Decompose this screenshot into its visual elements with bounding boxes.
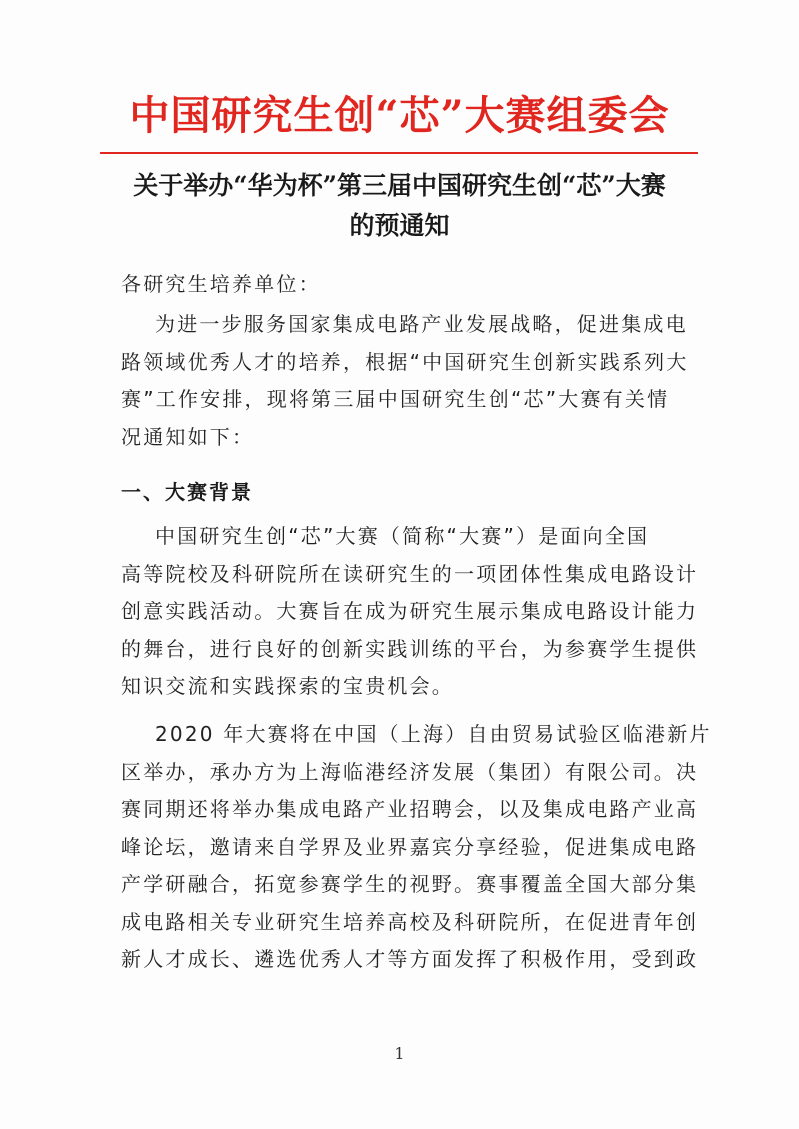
paragraph-line: 赛同期还将举办集成电路产业招聘会，以及集成电路产业高 xyxy=(121,797,699,821)
notice-title-line-2: 的预通知 xyxy=(349,211,450,240)
section-heading-background: 一、大赛背景 xyxy=(121,480,253,504)
letterhead-red-rule xyxy=(100,152,698,154)
paragraph-line: 产学研融合，拓宽参赛学生的视野。赛事覆盖全国大部分集 xyxy=(121,872,699,896)
page-number: 1 xyxy=(394,1044,405,1063)
paragraph-line: 中国研究生创“芯”大赛（简称“大赛”）是面向全国 xyxy=(155,524,650,548)
paragraph-line: 知识交流和实践探索的宝贵机会。 xyxy=(121,674,454,698)
paragraph-line: 高等院校及科研院所在读研究生的一项团体性集成电路设计 xyxy=(121,561,699,586)
paragraph-line: 为进一步服务国家集成电路产业发展战略，促进集成电 xyxy=(155,312,688,336)
paragraph-background xyxy=(121,518,699,706)
paragraph-line: 创意实践活动。大赛旨在成为研究生展示集成电路设计能力 xyxy=(121,599,699,623)
paragraph-line: 赛”工作安排，现将第三届中国研究生创“芯”大赛有关情 xyxy=(121,387,670,411)
paragraph-line: 路领域优秀人才的培养，根据“中国研究生创新实践系列大 xyxy=(121,349,689,374)
paragraph-line: 成电路相关专业研究生培养高校及科研院所，在促进青年创 xyxy=(121,909,699,934)
paragraph-line: 况通知如下： xyxy=(121,424,255,449)
paragraph-line: 区举办，承办方为上海临港经济发展（集团）有限公司。决 xyxy=(121,759,699,784)
notice-title-line-1: 关于举办“华为杯”第三届中国研究生创“芯”大赛 xyxy=(133,171,666,200)
paragraph-intro xyxy=(121,306,689,456)
organization-letterhead: 中国研究生创“芯”大赛组委会 xyxy=(129,92,670,139)
salutation: 各研究生培养单位： xyxy=(121,272,321,296)
paragraph-line: 2020 年大赛将在中国（上海）自由贸易试验区临港新片 xyxy=(155,722,712,746)
paragraph-line: 新人才成长、遴选优秀人才等方面发挥了积极作用，受到政 xyxy=(121,947,699,971)
paragraph-line: 峰论坛，邀请来自学界及业界嘉宾分享经验，促进集成电路 xyxy=(121,834,699,859)
paragraph-venue xyxy=(121,716,712,979)
paragraph-line: 的舞台，进行良好的创新实践训练的平台，为参赛学生提供 xyxy=(121,636,699,661)
